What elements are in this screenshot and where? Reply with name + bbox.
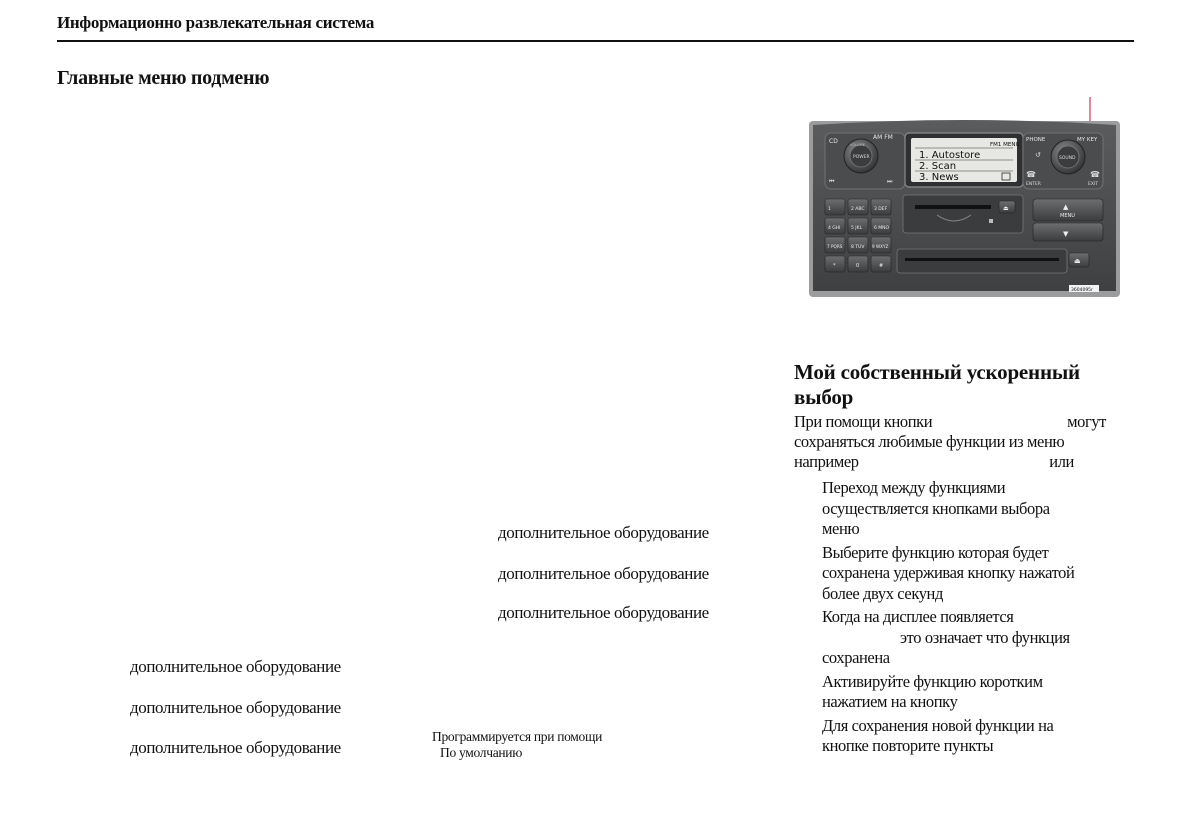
option-label: дополнительное оборудование bbox=[498, 564, 709, 583]
phone-label: PHONE bbox=[1026, 137, 1046, 143]
screen-header: FM1 MENU bbox=[990, 142, 1020, 148]
step-text: сохранена bbox=[822, 648, 890, 667]
next-track-icon: ⏭ bbox=[887, 178, 893, 185]
cd-slot bbox=[905, 258, 1059, 261]
eject-icon: ⏏ bbox=[1003, 205, 1009, 212]
enter-label: ENTER bbox=[1026, 182, 1041, 187]
option-label: дополнительное оборудование bbox=[130, 738, 341, 757]
audio-panel-figure bbox=[807, 95, 1121, 301]
volume-label: VOLUME bbox=[850, 143, 866, 147]
arrow-up-icon: ▲ bbox=[1063, 203, 1069, 211]
subsection-title: Мой собственный ускоренный выбор bbox=[794, 360, 1080, 409]
option-label: дополнительное оборудование bbox=[130, 698, 341, 717]
cd-label: CD bbox=[829, 138, 838, 145]
phone-answer-icon: ☎ bbox=[1026, 170, 1036, 179]
keypad-key: 0 bbox=[856, 263, 860, 269]
keypad-key: 3 DEF bbox=[874, 207, 888, 212]
option-label: дополнительное оборудование bbox=[498, 523, 709, 542]
arrow-down-icon: ▼ bbox=[1063, 230, 1069, 238]
keypad-key: 5 JKL bbox=[851, 226, 863, 231]
step-item: Выберите функцию которая будет сохранена удерживая кнопку нажатой более двух секунд bbox=[822, 542, 1075, 603]
keypad-key: 7 PQRS bbox=[827, 244, 843, 249]
screen-item: 2. Scan bbox=[919, 161, 957, 172]
exit-label: EXIT bbox=[1088, 182, 1099, 187]
screen-item: 1. Autostore bbox=[919, 150, 981, 161]
step-item: Переход между функциями осуществляется кнопками выбора меню bbox=[822, 478, 1050, 538]
note-line: По умолчанию bbox=[440, 745, 523, 760]
intro-paragraph bbox=[794, 412, 1124, 472]
option-label: дополнительное оборудование bbox=[498, 603, 709, 622]
screen-item: 3. News bbox=[919, 172, 959, 183]
header-rule bbox=[57, 40, 1134, 42]
keypad-key: 9 WXYZ bbox=[872, 244, 889, 249]
keypad-key: 8 TUV bbox=[851, 245, 865, 250]
audio-panel-illustration bbox=[807, 95, 1121, 301]
power-label: POWER bbox=[853, 155, 870, 160]
step-list bbox=[794, 478, 1124, 757]
intro-text: например bbox=[794, 452, 859, 471]
keypad-key: 2 ABC bbox=[851, 207, 865, 212]
prev-track-icon: ⏮ bbox=[829, 178, 835, 185]
keypad-key: 6 MNO bbox=[874, 226, 890, 231]
eject-icon: ⏏ bbox=[1074, 257, 1081, 265]
step-text: это означает что функция bbox=[900, 627, 1070, 647]
option-label: дополнительное оборудование bbox=[130, 657, 341, 676]
intro-text: сохраняться любимые функции из меню bbox=[794, 432, 1065, 451]
sound-label: SOUND bbox=[1059, 156, 1076, 161]
am-fm-label: AM FM bbox=[873, 134, 893, 141]
keypad-key: * bbox=[833, 263, 836, 269]
note-line: Программируется при помощи bbox=[432, 729, 603, 744]
running-header: Информационно развлекательная система bbox=[57, 13, 375, 32]
section-title: Главные меню подменю bbox=[57, 67, 270, 89]
step-item bbox=[822, 607, 1124, 669]
card-slot bbox=[915, 205, 991, 209]
intro-text: могут bbox=[1067, 412, 1106, 431]
phone-hangup-icon: ☎ bbox=[1090, 170, 1100, 179]
intro-text: При помощи кнопки bbox=[794, 412, 933, 431]
menu-label: MENU bbox=[1060, 213, 1075, 219]
step-item: Для сохранения новой функции на кнопке повторите пункты bbox=[822, 715, 1054, 755]
step-text: Когда на дисплее появляется bbox=[822, 607, 1014, 626]
keypad-key: # bbox=[879, 263, 884, 269]
keypad-key: 1 bbox=[828, 207, 831, 212]
keypad-key: 4 GHI bbox=[828, 226, 841, 231]
step-item: Активируйте функцию коротким нажатием на кнопку bbox=[822, 671, 1043, 711]
my-key-label: MY KEY bbox=[1077, 137, 1098, 143]
right-column bbox=[794, 360, 1124, 760]
figure-code: 3604095r bbox=[1071, 288, 1093, 293]
intro-text: или bbox=[1049, 452, 1074, 471]
redo-icon: ↺ bbox=[1035, 151, 1041, 159]
